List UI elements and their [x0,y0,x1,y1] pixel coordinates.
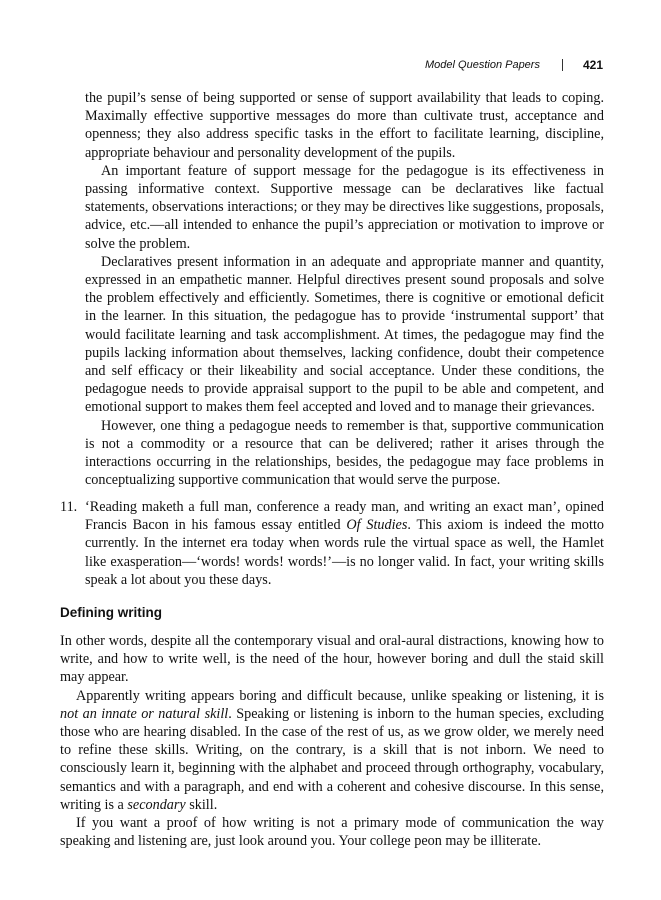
paragraph: Declaratives present information in an adequate and appropriate manner and quantity, expressed in an empathetic manner. Helpful directives present sound proposals and solve the problem effectively and efficiently. Sometimes, there is cognitive or emotional deficit in the learner. In this situation, the pedagogue has to provide ‘instrumental support’ that would facilitate learning and task accomplishment. At times, the pedagogue may find the pupils lacking information about themselves, lacking confidence, doubt their competence and self efficacy or their likeability and social acceptance. Under these conditions, the pedagogue needs to provide appraisal support to the pupil to be able and competent, and emotional support to makes them feel accepted and loved and to manage their grievances. [85,253,604,416]
question-text: ‘Reading maketh a full man, conference a ready man, and writing an exact man’, opined Francis Bacon in his famous essay entitled Of Studies. This axiom is indeed the motto currently. In the internet era today when words rule the virtual space as well, the Hamlet like exasperation—‘words! words! words!’—is no longer valid. In fact, your writing skills speak a lot about you these days. [85,499,605,588]
question-11 [60,498,604,589]
running-head [425,58,603,72]
section-body [60,632,604,850]
question-number: 11. [60,499,78,515]
paragraph: If you want a proof of how writing is not a primary mode of communication the way speaking and listening are, just look around you. Your college peon may be illiterate. [60,815,604,850]
emphasis: secondary [127,796,186,813]
paragraph: An important feature of support message for the pedagogue is its effectiveness in passing informative context. Supportive message can be declaratives like factual statements, observations interactions; or they may be directives like suggestions, proposals, advice, etc.—all intended to enhance the pupil’s appreciation or motivation to improve or solve the problem. [85,162,604,252]
running-head-title: Model Question Papers [425,59,540,71]
running-head-separator [562,59,563,71]
paragraph: However, one thing a pedagogue needs to remember is that, supportive communication is not a commodity or a resource that can be delivered; rather it arises through the interactions occurring in the relationships, besides, the pedagogue may face problems in conceptualizing supportive communication that would serve the purpose. [85,417,604,489]
section-heading: Defining writing [60,605,162,620]
page-number: 421 [582,58,603,72]
answer-continuation [85,89,604,489]
paragraph: In other words, despite all the contemporary visual and oral-aural distractions, knowing how to write, and how to write well, is the need of the hour, however boring and dull the staid skill may appear. [60,633,604,686]
paragraph: the pupil’s sense of being supported or sense of support availability that leads to coping. Maximally effective supportive messages do more than cultivate trust, acceptance and openness; they also address specific tasks in the effort to facilitate learning, discipline, appropriate behaviour and personality development of the pupils. [85,90,604,161]
emphasis: not an innate or natural skill [60,705,229,722]
essay-title: Of Studies [346,517,408,534]
paragraph: Apparently writing appears boring and difficult because, unlike speaking or listening, it is not an innate or natural skill. Speaking or listening is inborn to the human species, excluding those who are hearing disabled. In the case of the rest of us, as we grow older, we merely need to refine these skills. Writing, on the contrary, is a skill that is not inborn. We need to consciously learn it, beginning with the alphabet and proceed through orthography, vocabulary, semantics and with a paragraph, and end with a coherent and cohesive discourse. In this sense, writing is a secondary skill. [60,687,604,813]
